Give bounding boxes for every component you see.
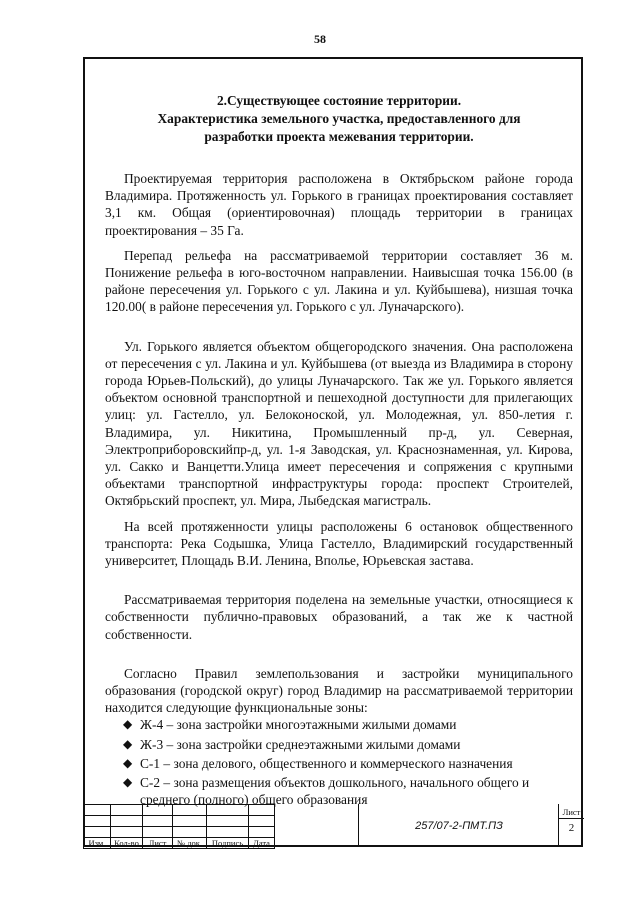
page-number: 58 xyxy=(314,32,326,46)
document-body xyxy=(105,92,573,811)
column-header: Подпись xyxy=(207,838,249,849)
paragraph-land-plots: Рассматриваемая территория поделена на земельные участки, относящиеся к собственности публично-правовых образований, а так же к частной собственности. xyxy=(105,592,573,642)
heading-line-2: Характеристика земельного участка, предоставленного для xyxy=(157,111,521,126)
revision-table xyxy=(83,804,275,849)
bullet-icon: ◆ xyxy=(123,736,133,751)
zone-label: С-1 – зона делового, общественного и коммерческого назначения xyxy=(140,755,513,771)
list-item xyxy=(123,755,573,772)
heading-line-1: 2.Существующее состояние территории. xyxy=(216,93,462,108)
list-item xyxy=(123,736,573,753)
paragraph-stops: На всей протяженности улицы расположены 6 остановок общественного транспорта: Река Содышка, Улица Гастелло, Владимирский государственный университет, Площадь В.И. Ленина, Вполье, Юрьевская застава. xyxy=(105,518,573,569)
paragraph-location: Проектируемая территория расположена в Октябрьском районе города Владимира. Протяженность ул. Горького в границах проектирования составляет 3,1 км. Общая (ориентировочная) площадь территории в границах проектирования – 35 Га. xyxy=(105,171,573,238)
paragraph-relief: Перепад рельефа на рассматриваемой территории составляет 36 м. Понижение рельефа в юго-восточном направлении. Наивысшая точка 156.00 (в районе пересечения ул. Горького с ул. Лакина и ул. Куйбышева), низшая точка 120.00( в районе пересечения ул. Горького с ул. Луначарского). xyxy=(105,247,573,315)
sheet-label: Лист xyxy=(562,807,581,817)
sheet-box xyxy=(558,804,584,847)
bullet-icon: ◆ xyxy=(123,717,133,732)
zone-label: С-2 – зона размещения объектов дошкольного, начального общего и среднего (полного) общего образования xyxy=(140,775,530,808)
document-code: 257/07-2-ПМТ.ПЗ xyxy=(358,804,559,847)
sheet-number: 2 xyxy=(568,822,575,834)
title-block-stamp xyxy=(83,804,583,847)
column-header: Дата xyxy=(249,838,275,849)
bullet-icon: ◆ xyxy=(123,775,133,790)
column-header: Изм. xyxy=(84,838,111,849)
column-header: Лист xyxy=(143,838,173,849)
heading-line-3: разработки проекта межевания территории. xyxy=(204,129,474,144)
zones-list xyxy=(105,716,573,808)
column-header: Кол-во xyxy=(111,838,143,849)
list-item xyxy=(123,716,573,733)
paragraph-zones-intro: Согласно Правил землепользования и застройки муниципального образования (городской округ) город Владимир на рассматриваемой территории находится следующие функциональные зоны: xyxy=(105,665,573,716)
zone-label: Ж-3 – зона застройки среднеэтажными жилыми домами xyxy=(140,736,461,752)
zone-label: Ж-4 – зона застройки многоэтажными жилыми домами xyxy=(140,717,457,733)
section-heading xyxy=(105,92,573,146)
bullet-icon: ◆ xyxy=(123,755,133,770)
column-header: № док. xyxy=(173,838,207,849)
paragraph-street: Ул. Горького является объектом общегородского значения. Она расположена от пересечения с ул. Лакина и ул. Куйбышева (от выезда из Владимира в сторону города Юрьев-Польский), до улицы Луначарского. Так же ул. Горького является объектом основной транспортной и пешеходной доступности для прилегающих улиц: ул. Гастелло, ул. Белоконоской, ул. Молодежная, ул. 850-летия г. Владимира, ул. Никитина, Промышленный пр-д, ул. Северная, Электроприборовскийпр-д, ул. 1-я Заводская, ул. Краснознаменная, ул. Кирова, ул. Сакко и Ванцетти.Улица имеет пересечения и сопряжения с крупными объектами транспортной инфраструктуры города: проспект Строителей, Октябрьский проспект, ул. Мира, Лыбедская магистраль. xyxy=(105,338,573,509)
